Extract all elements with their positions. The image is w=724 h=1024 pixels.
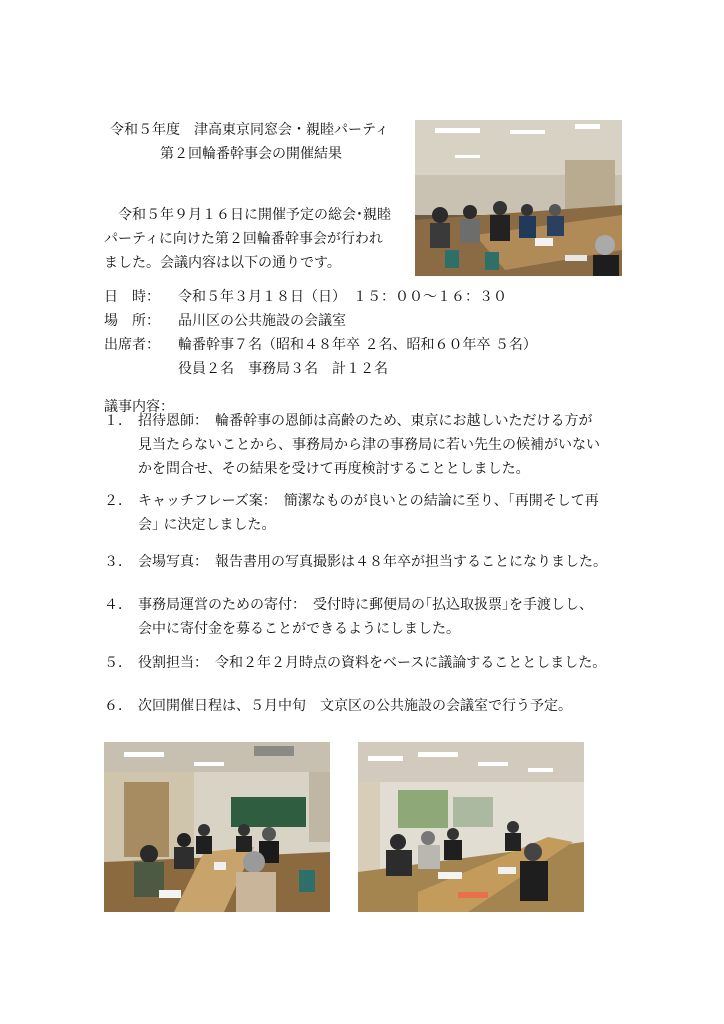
agenda-item-number: ５．: [104, 655, 132, 671]
agenda-item-3-line-1: 会場写真： 報告書用の写真撮影は４８年卒が担当することになりました。: [138, 554, 607, 570]
agenda-item-1-line-2: 見当たらないことから、事務局から津の事務局に若い先生の候補がいない: [138, 437, 600, 453]
meeting-photo-1: [415, 120, 622, 276]
date-value: 令和５年３月１８日（日） １５：００〜１６：３０: [178, 289, 507, 305]
agenda-item-2: [104, 489, 624, 537]
intro-line-3: ました。会議内容は以下の通りです。: [104, 255, 341, 271]
agenda-item-number: ４．: [104, 597, 132, 613]
agenda-item-6: [104, 694, 624, 718]
date-label: 日 時：: [104, 289, 160, 305]
agenda-item-5-line-1: 役割担当： 令和２年２月時点の資料をベースに議論することとしました。: [138, 655, 607, 671]
agenda-item-5: [104, 651, 624, 675]
attendees-line-2: 役員２名 事務局３名 計１２名: [178, 361, 388, 377]
agenda-item-4-line-1: 事務局運営のための寄付： 受付時に郵便局の｢払込取扱票｣を手渡しし、: [138, 597, 593, 613]
agenda-item-2-line-1: キャッチフレーズ案： 簡潔なものが良いとの結論に至り、｢再開そして再: [138, 493, 599, 509]
meeting-photo-3: [358, 742, 584, 912]
agenda-item-number: ６．: [104, 698, 132, 714]
agenda-heading: 議事内容：: [104, 399, 174, 415]
title-line-1: 令和５年度 津高東京同窓会・親睦パーティ: [110, 122, 389, 138]
place-label: 場 所：: [104, 313, 160, 329]
agenda-item-3: [104, 550, 624, 574]
intro-line-2: パーティに向けた第２回輪番幹事会が行われ: [104, 231, 383, 247]
meeting-photo-2: [104, 742, 330, 912]
agenda-item-number: １．: [104, 413, 132, 429]
agenda-item-1-line-3: かを問合せ、その結果を受けて再度検討することとしました。: [138, 461, 530, 477]
agenda-item-number: ２．: [104, 493, 132, 509]
agenda-item-1-line-1: 招待恩師： 輪番幹事の恩師は高齢のため、東京にお越しいただける方が: [138, 413, 593, 429]
title-line-2: 第２回輪番幹事会の開催結果: [160, 146, 342, 162]
agenda-item-2-line-2: 会｣ に決定しました。: [138, 517, 276, 533]
attendees-label: 出席者：: [104, 337, 160, 353]
agenda-item-1: [104, 409, 624, 481]
agenda-item-6-line-1: 次回開催日程は、５月中旬 文京区の公共施設の会議室で行う予定。: [138, 698, 572, 714]
intro-line-1: 令和５年９月１６日に開催予定の総会･親睦: [118, 207, 391, 223]
agenda-item-4-line-2: 会中に寄付金を募ることができるようにしました。: [138, 621, 460, 637]
attendees-line-1: 輪番幹事７名（昭和４８年卒 ２名、昭和６０年卒 ５名）: [178, 337, 537, 353]
agenda-item-number: ３．: [104, 554, 132, 570]
agenda-item-4: [104, 593, 624, 641]
place-value: 品川区の公共施設の会議室: [178, 313, 346, 329]
